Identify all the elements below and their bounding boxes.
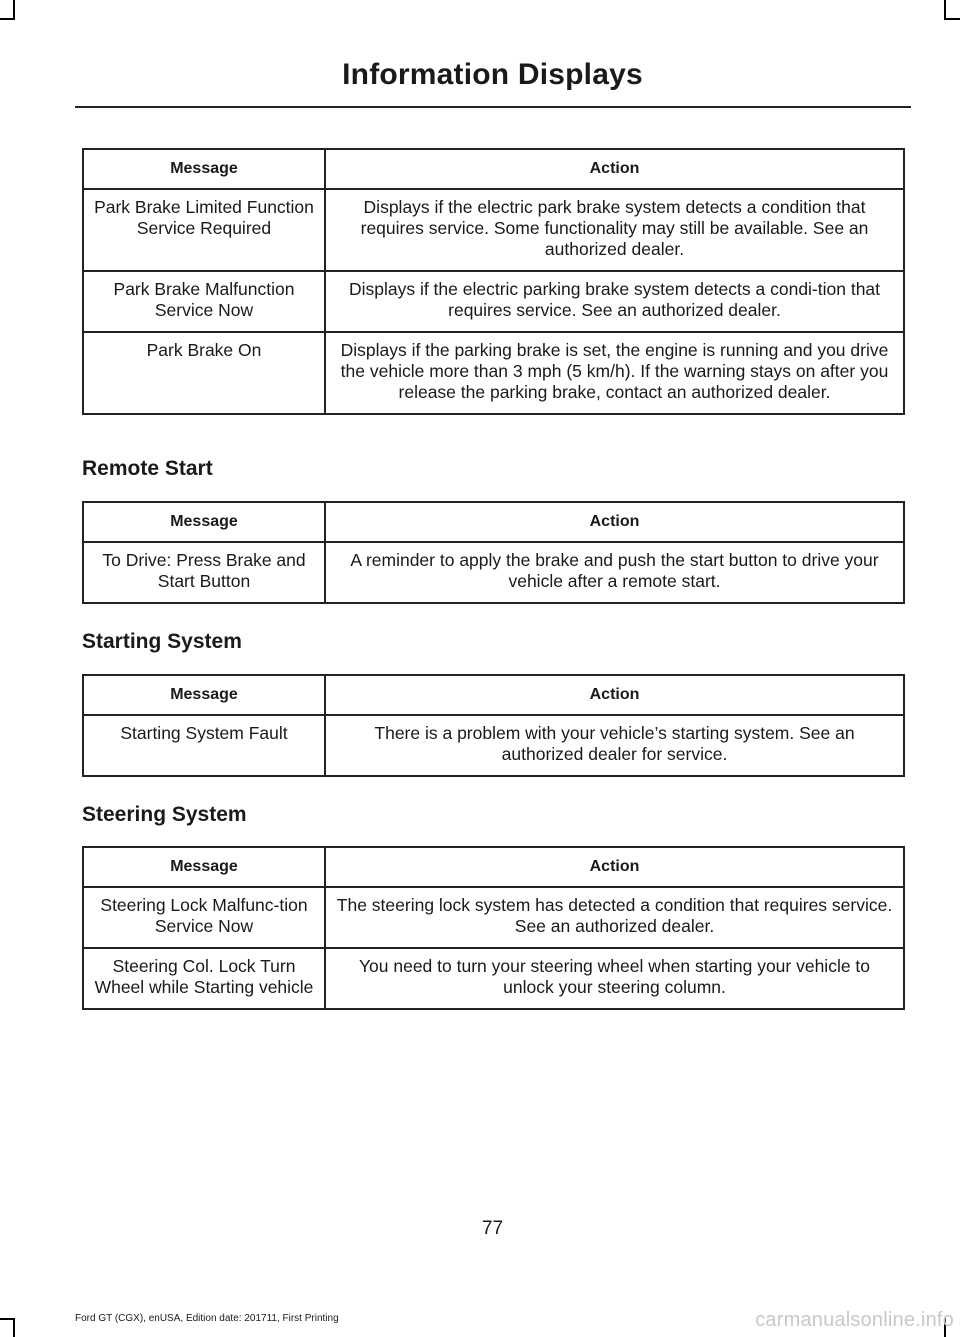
steering-system-table [82, 846, 905, 1010]
message-cell: Park Brake Limited Function Service Required [83, 189, 325, 271]
table-row [83, 542, 904, 603]
action-cell: You need to turn your steering wheel when starting your vehicle to unlock your steering column. [325, 948, 904, 1009]
action-cell: Displays if the electric park brake system detects a condition that requires service. Some functionality may still be available. See an authorized dealer. [325, 189, 904, 271]
section-heading-remote-start: Remote Start [82, 457, 213, 480]
table-row [83, 715, 904, 776]
action-cell: Displays if the electric parking brake system detects a condi-tion that requires service. See an authorized dealer. [325, 271, 904, 332]
page-number: 77 [481, 1218, 504, 1239]
message-cell: Steering Col. Lock Turn Wheel while Starting vehicle [83, 948, 325, 1009]
header-divider [75, 106, 911, 108]
column-header-message: Message [83, 847, 325, 887]
column-header-message: Message [83, 502, 325, 542]
column-header-message: Message [83, 675, 325, 715]
column-header-action: Action [325, 149, 904, 189]
table-row [83, 887, 904, 948]
edition-footer: Ford GT (CGX), enUSA, Edition date: 201711, First Printing [75, 1313, 339, 1324]
page-title: Information Displays [342, 58, 643, 91]
crop-mark [944, 0, 946, 20]
watermark: carmanualsonline.info [755, 1309, 954, 1331]
table-row [83, 189, 904, 271]
table-header-row [83, 149, 904, 189]
crop-mark [13, 1318, 15, 1337]
starting-system-table [82, 674, 905, 777]
message-cell: To Drive: Press Brake and Start Button [83, 542, 325, 603]
action-cell: A reminder to apply the brake and push the start button to drive your vehicle after a remote start. [325, 542, 904, 603]
column-header-action: Action [325, 502, 904, 542]
table-row [83, 948, 904, 1009]
section-heading-steering-system: Steering System [82, 803, 247, 826]
action-cell: There is a problem with your vehicle’s starting system. See an authorized dealer for service. [325, 715, 904, 776]
column-header-message: Message [83, 149, 325, 189]
column-header-action: Action [325, 847, 904, 887]
remote-start-table [82, 501, 905, 604]
crop-mark [0, 1318, 15, 1320]
message-cell: Starting System Fault [83, 715, 325, 776]
column-header-action: Action [325, 675, 904, 715]
section-heading-starting-system: Starting System [82, 630, 242, 653]
crop-mark [0, 18, 15, 20]
message-cell: Park Brake Malfunction Service Now [83, 271, 325, 332]
message-cell: Park Brake On [83, 332, 325, 414]
table-header-row [83, 502, 904, 542]
action-cell: Displays if the parking brake is set, the engine is running and you drive the vehicle more than 3 mph (5 km/h). If the warning stays on after you release the parking brake, contact an authorized dealer. [325, 332, 904, 414]
action-cell: The steering lock system has detected a condition that requires service. See an authorized dealer. [325, 887, 904, 948]
message-cell: Steering Lock Malfunc-tion Service Now [83, 887, 325, 948]
park-brake-table [82, 148, 905, 415]
crop-mark [13, 0, 15, 20]
table-row [83, 271, 904, 332]
table-header-row [83, 847, 904, 887]
table-header-row [83, 675, 904, 715]
crop-mark [944, 18, 960, 20]
table-row [83, 332, 904, 414]
